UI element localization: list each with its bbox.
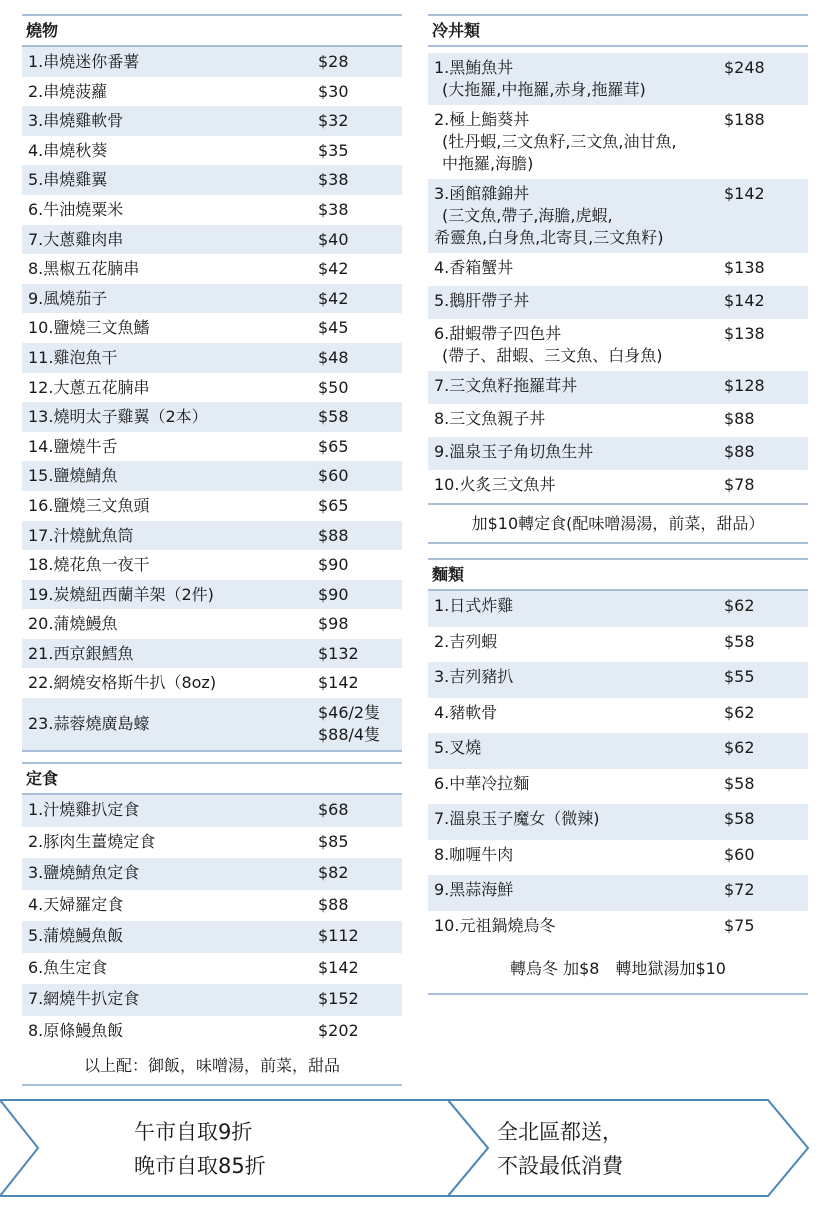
menu-item: 18.燒花魚一夜干 $90 [28, 555, 349, 575]
section-title-noodles: 麵類 [428, 558, 808, 591]
teishoku-list [22, 795, 402, 1047]
left-column [22, 14, 402, 1086]
menu-item: 8.原條鰻魚飯 $202 [28, 1020, 359, 1040]
menu-item: 10.鹽燒三文魚鰭 $45 [28, 318, 349, 338]
menu-item: 4.香箱蟹丼 $138 [434, 258, 765, 277]
menu-item: 3.鹽燒鯖魚定食 $82 [22, 858, 402, 890]
donburi-list [428, 47, 808, 503]
menu-item: 2.極上鮨葵丼 (牡丹蝦,三文魚籽,三文魚,油甘魚, 中拖羅,海膽) $188 [434, 110, 765, 173]
noodles-note: 轉烏冬 加$8 轉地獄湯加$10 [428, 946, 808, 995]
menu-item: 6.魚生定食 $142 [28, 957, 359, 977]
menu-item: 5.叉燒 $62 [428, 733, 808, 769]
menu-item: 8.黑椒五花腩串 $42 [28, 259, 349, 279]
menu-item: 9.溫泉玉子角切魚生丼 $88 [428, 437, 808, 470]
menu-item: 4.天婦羅定食 $88 [28, 894, 349, 914]
menu-item: 19.炭燒紐西蘭羊架（2件) $90 [22, 580, 402, 610]
noodles-list [428, 591, 808, 946]
dinner-discount: 晚市自取85折 [134, 1154, 266, 1178]
menu-item: 9.黑蒜海鮮 $72 [428, 875, 808, 911]
menu-item: 7.網燒牛扒定食 $152 [22, 984, 402, 1016]
menu-item: 5.蒲燒鰻魚飯 $112 [22, 921, 402, 953]
menu-item: 7.三文魚籽拖羅茸丼 $128 [428, 371, 808, 404]
teishoku-note: 以上配：御飯，味噌湯，前菜，甜品 [22, 1047, 402, 1086]
menu-item: 11.雞泡魚干 $48 [22, 343, 402, 373]
lunch-discount: 午市自取9折 [134, 1120, 253, 1144]
menu-item: 5.串燒雞翼 $38 [22, 165, 402, 195]
menu-item: 2.豚肉生薑燒定食 $85 [28, 831, 349, 851]
pickup-discount-text [134, 1115, 266, 1183]
section-title-teishoku: 定食 [22, 762, 402, 795]
menu-item: 2.串燒菠蘿 $30 [28, 81, 349, 101]
menu-item: 14.鹽燒牛舌 $65 [28, 436, 349, 456]
menu-item: 9.風燒茄子 $42 [22, 284, 402, 314]
price-large: $88/4隻 [318, 725, 381, 745]
menu-item: 7.溫泉玉子魔女（微辣) $58 [428, 804, 808, 840]
menu-item: 10.元祖鍋燒烏冬 $75 [434, 915, 755, 935]
section-title-donburi: 冷丼類 [428, 14, 808, 47]
menu-item: 4.豬軟骨 $62 [434, 702, 755, 722]
delivery-text [497, 1115, 623, 1183]
menu-item: 16.鹽燒三文魚頭 $65 [28, 495, 349, 515]
menu-item: 15.鹽燒鯖魚 $60 [22, 461, 402, 491]
menu-item: 13.燒明太子雞翼（2本） $58 [22, 402, 402, 432]
menu-item: 23.蒜蓉燒廣島蠔 $46/2隻 $88/4隻 [22, 698, 402, 750]
delivery-area: 全北區都送， [497, 1120, 623, 1144]
menu-item: 2.吉列蝦 $58 [434, 631, 755, 651]
no-minimum: 不設最低消費 [497, 1154, 623, 1178]
menu-item: 21.西京銀鱈魚 $132 [22, 639, 402, 669]
menu-item: 1.黑鮪魚丼 (大拖羅,中拖羅,赤身,拖羅茸) $248 [428, 53, 808, 105]
menu-item: 6.甜蝦帶子四色丼 (帶子、甜蝦、三文魚、白身魚) $138 [434, 324, 765, 365]
menu-item: 3.吉列豬扒 $55 [428, 662, 808, 698]
menu-item: 5.鵝肝帶子丼 $142 [428, 286, 808, 319]
menu-item: 6.牛油燒粟米 $38 [28, 199, 349, 219]
promo-banner [0, 1098, 828, 1200]
chevron-arrows-graphic [0, 1098, 828, 1200]
menu-item: 17.汁燒魷魚筒 $88 [22, 521, 402, 551]
menu-item: 10.火炙三文魚丼 $78 [434, 475, 755, 494]
menu-item: 4.串燒秋葵 $35 [28, 140, 349, 160]
menu-item: 8.咖喱牛肉 $60 [434, 844, 755, 864]
menu-item: 7.大蔥雞肉串 $40 [22, 225, 402, 255]
menu-item: 1.汁燒雞扒定食 $68 [22, 795, 402, 827]
menu-item: 3.串燒雞軟骨 $32 [22, 106, 402, 136]
price-small: $46/2隻 [318, 703, 381, 723]
yakimono-list [22, 47, 402, 752]
donburi-note: 加$10轉定食(配味噌湯湯，前菜，甜品） [428, 503, 808, 544]
menu-item: 6.中華冷拉麵 $58 [434, 773, 755, 793]
menu-item: 22.網燒安格斯牛扒（8oz) $142 [28, 673, 359, 693]
menu-item: 3.函館雜錦丼 (三文魚,帶子,海膽,虎蝦, 希靈魚,白身魚,北寄貝,三文魚籽) $142 [428, 179, 808, 253]
menu-item: 20.蒲燒鰻魚 $98 [28, 614, 349, 634]
menu-item: 1.日式炸雞 $62 [428, 591, 808, 627]
menu-item: 12.大蔥五花腩串 $50 [28, 377, 349, 397]
menu-item: 1.串燒迷你番薯 $28 [22, 47, 402, 77]
menu-item: 8.三文魚親子丼 $88 [434, 409, 755, 428]
right-column [428, 14, 808, 995]
section-title-yakimono: 燒物 [22, 14, 402, 47]
